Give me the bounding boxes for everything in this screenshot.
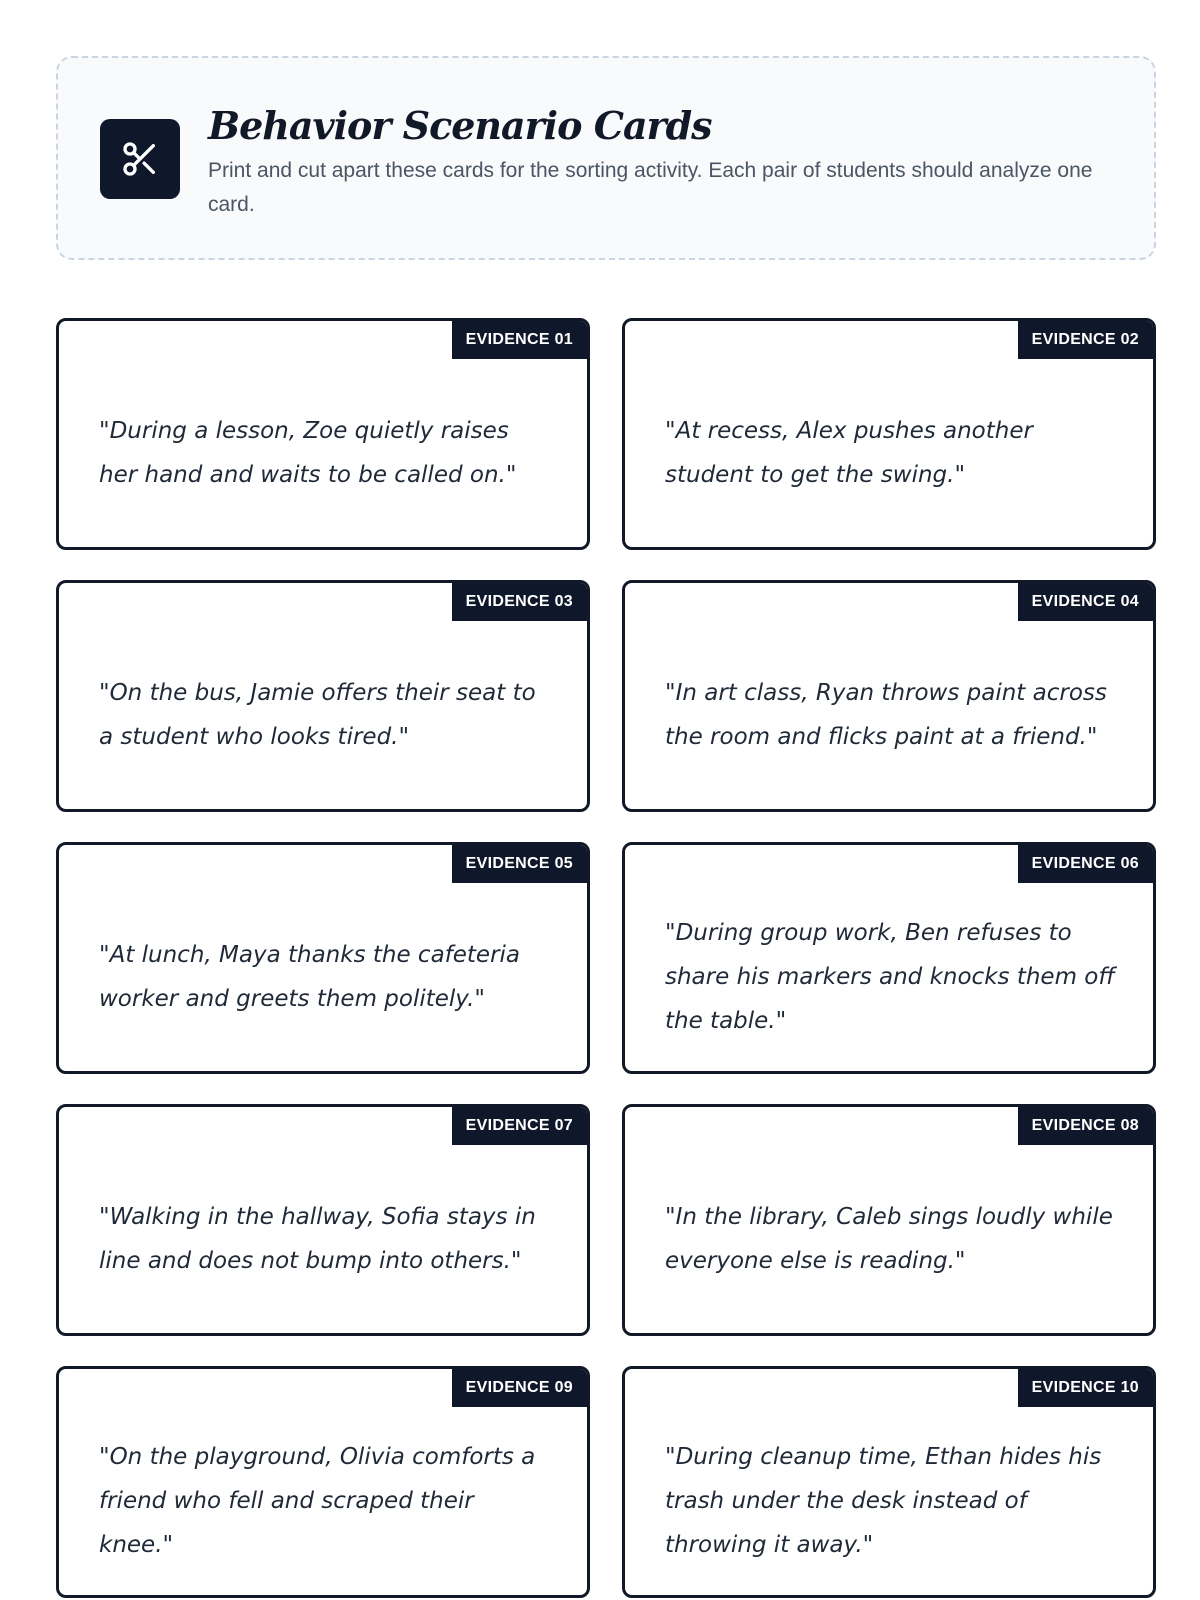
scenario-card (56, 1104, 590, 1336)
evidence-badge: EVIDENCE 03 (452, 583, 587, 621)
scenario-text: "On the bus, Jamie offers their seat to a student who looks tired." (99, 680, 536, 750)
scenario-card (622, 842, 1156, 1074)
scenario-text: "On the playground, Olivia comforts a friend who fell and scraped their knee." (99, 1444, 536, 1558)
scenario-card (622, 1366, 1156, 1598)
scenario-card (56, 318, 590, 550)
evidence-badge: EVIDENCE 08 (1018, 1107, 1153, 1145)
page-subtitle: Print and cut apart these cards for the sorting activity. Each pair of students should analyze one card. (208, 159, 1093, 216)
evidence-badge: EVIDENCE 05 (452, 845, 587, 883)
evidence-badge: EVIDENCE 07 (452, 1107, 587, 1145)
scenario-text: "In art class, Ryan throws paint across the room and flicks paint at a friend." (665, 680, 1107, 750)
scenario-card (622, 580, 1156, 812)
instructions-panel (56, 56, 1156, 260)
scenario-card (622, 318, 1156, 550)
evidence-badge: EVIDENCE 09 (452, 1369, 587, 1407)
evidence-badge: EVIDENCE 02 (1018, 321, 1153, 359)
scenario-card (622, 1104, 1156, 1336)
scenario-card (56, 580, 590, 812)
scenario-text: "At lunch, Maya thanks the cafeteria worker and greets them politely." (99, 942, 521, 1012)
scenario-card (56, 842, 590, 1074)
scenario-text: "At recess, Alex pushes another student to get the swing." (665, 418, 1033, 488)
scenario-text: "In the library, Caleb sings loudly while everyone else is reading." (665, 1204, 1113, 1274)
page-title: Behavior Scenario Cards (208, 103, 712, 148)
scenario-card (56, 1366, 590, 1598)
scissors-icon (100, 119, 180, 199)
scenario-text: "Walking in the hallway, Sofia stays in line and does not bump into others." (99, 1204, 536, 1274)
scenario-text: "During cleanup time, Ethan hides his trash under the desk instead of throwing it away." (665, 1444, 1102, 1558)
evidence-badge: EVIDENCE 01 (452, 321, 587, 359)
evidence-badge: EVIDENCE 06 (1018, 845, 1153, 883)
evidence-badge: EVIDENCE 10 (1018, 1369, 1153, 1407)
scenario-text: "During group work, Ben refuses to share his markers and knocks them off the table." (665, 920, 1115, 1034)
evidence-badge: EVIDENCE 04 (1018, 583, 1153, 621)
scenario-text: "During a lesson, Zoe quietly raises her hand and waits to be called on." (99, 418, 517, 488)
